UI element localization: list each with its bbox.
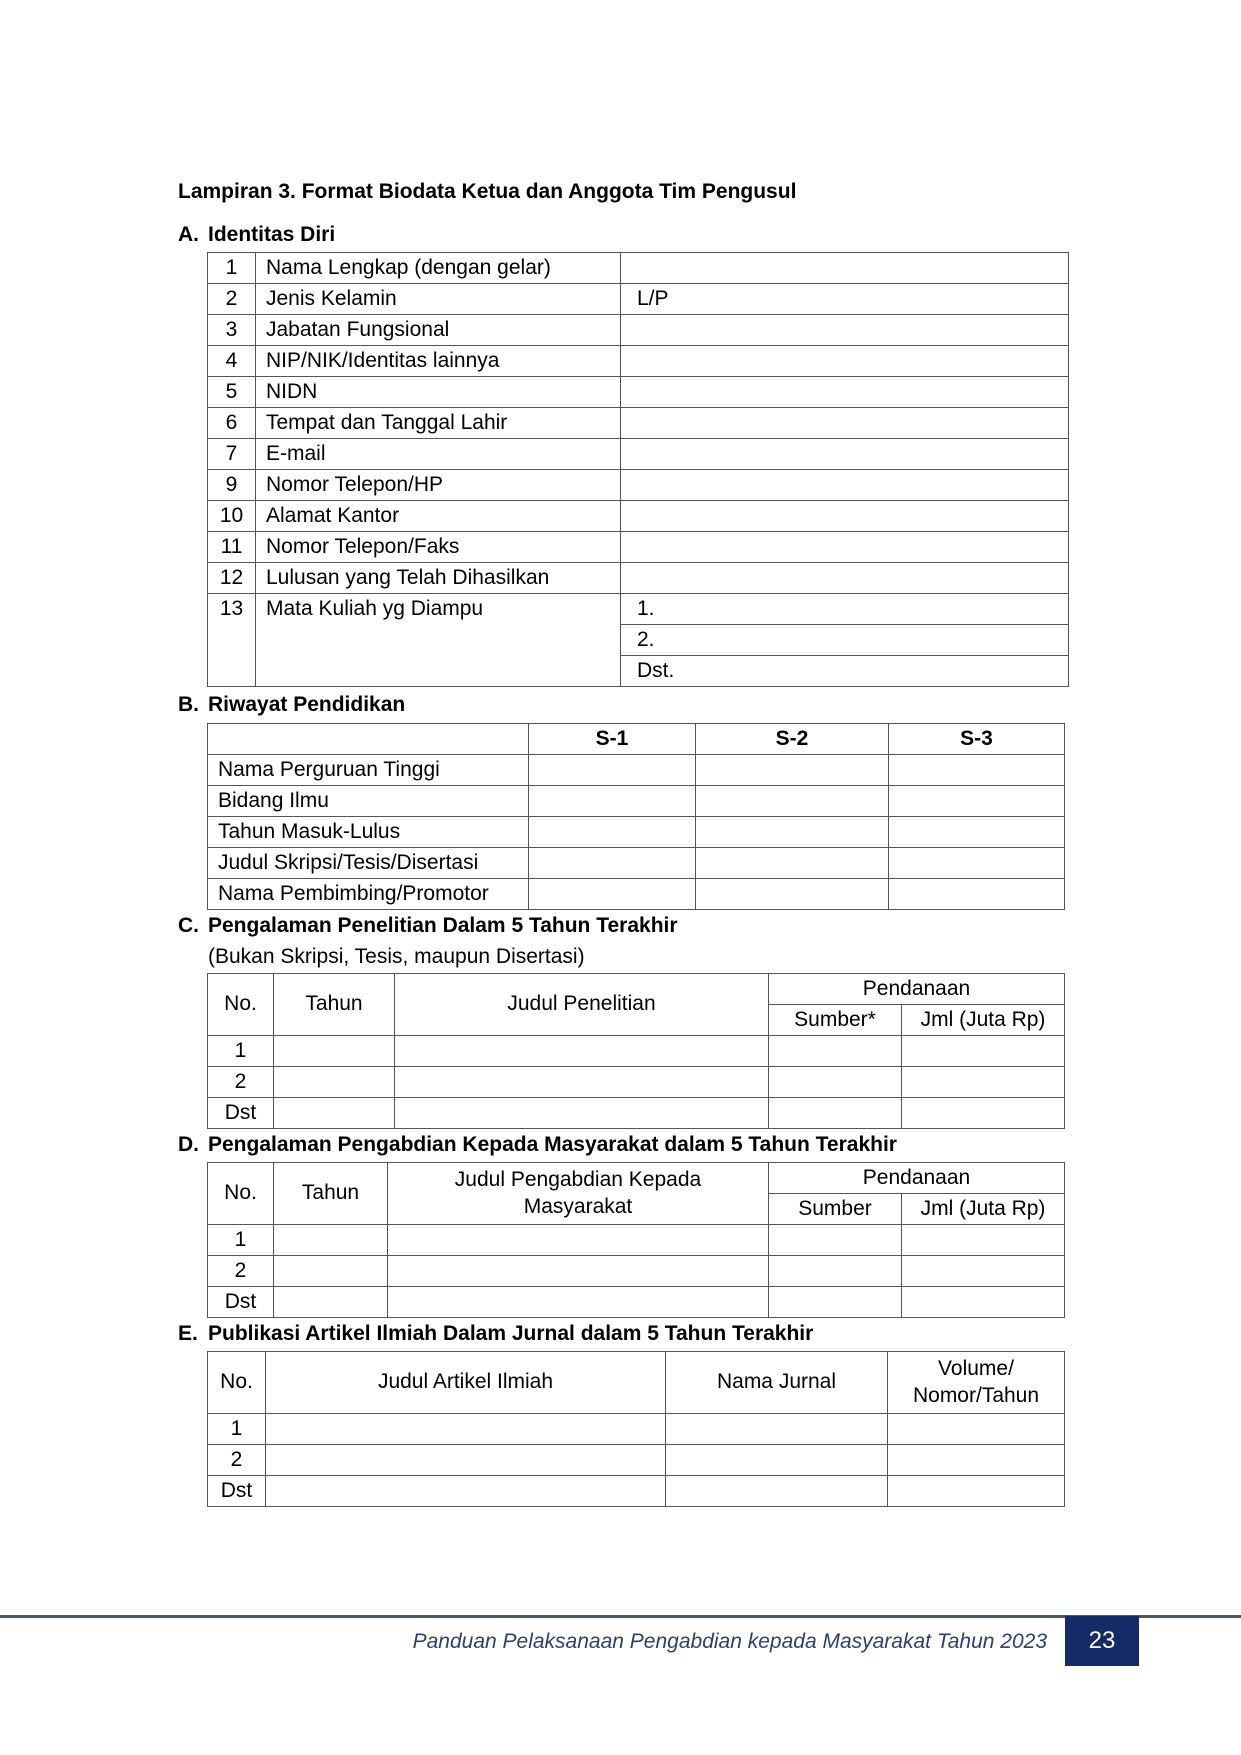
- table-cell: [529, 879, 696, 910]
- row-label: Nama Pembimbing/Promotor: [208, 879, 529, 910]
- row-number: 7: [208, 439, 256, 470]
- table-row: [208, 284, 1069, 315]
- table-cell: [889, 848, 1065, 879]
- col-sumber-header: Sumber: [769, 1194, 902, 1225]
- row-number: 1: [208, 1225, 274, 1256]
- table-row: [208, 346, 1069, 377]
- row-label: Tahun Masuk-Lulus: [208, 817, 529, 848]
- table-row: [208, 253, 1069, 284]
- row-number: 2: [208, 1256, 274, 1287]
- row-number: 1: [208, 1414, 266, 1445]
- col-judul-header: Judul Penelitian: [395, 974, 769, 1036]
- section-c-subtitle: (Bukan Skripsi, Tesis, maupun Disertasi): [208, 945, 585, 968]
- col-volume-line-1: Volume/: [938, 1357, 1014, 1381]
- section-b-heading: [178, 693, 405, 717]
- column-header: [208, 724, 529, 755]
- row-value: [621, 253, 1069, 284]
- row-value: 2.: [621, 625, 1069, 656]
- row-value: 1.: [621, 594, 1069, 625]
- column-header: S-1: [529, 724, 696, 755]
- section-letter: D.: [178, 1133, 199, 1156]
- table-cell: [666, 1445, 888, 1476]
- row-value: [621, 563, 1069, 594]
- table-cell: [274, 1287, 388, 1318]
- col-sumber-header: Sumber*: [769, 1005, 902, 1036]
- table-row: [208, 1256, 1065, 1287]
- table-row: [208, 1098, 1065, 1129]
- table-row: [208, 1476, 1065, 1507]
- table-row: [208, 848, 1065, 879]
- table-cell: [902, 1225, 1065, 1256]
- row-number: 5: [208, 377, 256, 408]
- section-letter: B.: [178, 693, 199, 716]
- col-jml-header: Jml (Juta Rp): [902, 1194, 1065, 1225]
- col-volume-header: [888, 1352, 1065, 1414]
- table-cell: [529, 786, 696, 817]
- identity-table: [207, 252, 1069, 687]
- page-number: 23: [1065, 1616, 1139, 1666]
- table-cell: [889, 879, 1065, 910]
- col-judul-header: [388, 1163, 769, 1225]
- table-cell: [266, 1476, 666, 1507]
- table-row: [208, 879, 1065, 910]
- section-letter: E.: [178, 1322, 198, 1345]
- row-label: NIDN: [256, 377, 621, 408]
- col-no-header: No.: [208, 974, 274, 1036]
- section-letter: A.: [178, 223, 199, 246]
- section-d-heading: [178, 1133, 897, 1157]
- table-cell: [902, 1287, 1065, 1318]
- row-label: NIP/NIK/Identitas lainnya: [256, 346, 621, 377]
- column-header: S-3: [889, 724, 1065, 755]
- col-pendanaan-header: Pendanaan: [769, 974, 1065, 1005]
- table-cell: [529, 848, 696, 879]
- publication-table: [207, 1351, 1065, 1507]
- page-title: Lampiran 3. Format Biodata Ketua dan Anggota Tim Pengusul: [178, 180, 797, 203]
- row-label: Alamat Kantor: [256, 501, 621, 532]
- row-value: [621, 501, 1069, 532]
- table-cell: [395, 1036, 769, 1067]
- table-cell: [769, 1036, 902, 1067]
- row-value: [621, 532, 1069, 563]
- table-cell: [889, 817, 1065, 848]
- row-number: 1: [208, 1036, 274, 1067]
- col-tahun-header: Tahun: [274, 974, 395, 1036]
- row-number: 1: [208, 253, 256, 284]
- table-cell: [395, 1067, 769, 1098]
- row-number: 6: [208, 408, 256, 439]
- table-cell: [889, 755, 1065, 786]
- table-cell: [696, 786, 889, 817]
- row-value: [621, 315, 1069, 346]
- table-cell: [666, 1414, 888, 1445]
- row-label: Mata Kuliah yg Diampu: [256, 594, 621, 687]
- table-row: [208, 377, 1069, 408]
- footer-rule: [0, 1615, 1241, 1618]
- table-cell: [902, 1067, 1065, 1098]
- education-table: [207, 723, 1065, 910]
- row-number: Dst: [208, 1476, 266, 1507]
- table-cell: [889, 786, 1065, 817]
- table-cell: [266, 1414, 666, 1445]
- table-cell: [696, 879, 889, 910]
- col-jurnal-header: Nama Jurnal: [666, 1352, 888, 1414]
- section-letter: C.: [178, 914, 199, 937]
- table-row: [208, 1287, 1065, 1318]
- row-number: 2: [208, 1067, 274, 1098]
- row-value: [621, 346, 1069, 377]
- table-cell: [388, 1225, 769, 1256]
- table-row: [208, 532, 1069, 563]
- footer-title: Panduan Pelaksanaan Pengabdian kepada Masyarakat Tahun 2023: [412, 1630, 1047, 1653]
- section-title: Identitas Diri: [208, 223, 336, 246]
- table-row: [208, 1225, 1065, 1256]
- community-service-table: [207, 1162, 1065, 1318]
- table-cell: [902, 1098, 1065, 1129]
- table-cell: [529, 817, 696, 848]
- row-value: [621, 408, 1069, 439]
- row-label: Nama Perguruan Tinggi: [208, 755, 529, 786]
- table-cell: [696, 848, 889, 879]
- table-cell: [902, 1256, 1065, 1287]
- research-table: [207, 973, 1065, 1129]
- table-cell: [388, 1287, 769, 1318]
- table-row: [208, 755, 1065, 786]
- row-value: [621, 470, 1069, 501]
- row-value: [621, 439, 1069, 470]
- table-cell: [769, 1098, 902, 1129]
- row-number: 2: [208, 1445, 266, 1476]
- table-cell: [769, 1067, 902, 1098]
- table-cell: [696, 817, 889, 848]
- table-row: [208, 1067, 1065, 1098]
- row-label: Bidang Ilmu: [208, 786, 529, 817]
- row-number: Dst: [208, 1287, 274, 1318]
- col-no-header: No.: [208, 1352, 266, 1414]
- row-value: Dst.: [621, 656, 1069, 687]
- col-tahun-header: Tahun: [274, 1163, 388, 1225]
- col-pendanaan-header: Pendanaan: [769, 1163, 1065, 1194]
- table-cell: [769, 1256, 902, 1287]
- table-cell: [769, 1287, 902, 1318]
- table-row: [208, 1036, 1065, 1067]
- table-cell: [888, 1445, 1065, 1476]
- table-cell: [274, 1256, 388, 1287]
- section-c-heading: [178, 914, 678, 938]
- row-number: 12: [208, 563, 256, 594]
- table-header-row: [208, 724, 1065, 755]
- table-row: [208, 470, 1069, 501]
- row-label: Tempat dan Tanggal Lahir: [256, 408, 621, 439]
- table-cell: [769, 1225, 902, 1256]
- table-cell: [666, 1476, 888, 1507]
- table-row: [208, 1414, 1065, 1445]
- row-number: 11: [208, 532, 256, 563]
- section-a-heading: [178, 223, 335, 247]
- table-row: [208, 439, 1069, 470]
- row-label: Nomor Telepon/HP: [256, 470, 621, 501]
- section-e-heading: [178, 1322, 813, 1346]
- table-cell: [266, 1445, 666, 1476]
- table-cell: [888, 1414, 1065, 1445]
- table-row: [208, 594, 1069, 625]
- table-cell: [395, 1098, 769, 1129]
- table-row: [208, 786, 1065, 817]
- table-cell: [274, 1067, 395, 1098]
- table-row: [208, 1445, 1065, 1476]
- table-cell: [388, 1256, 769, 1287]
- table-cell: [696, 755, 889, 786]
- table-row: [208, 408, 1069, 439]
- table-cell: [274, 1098, 395, 1129]
- section-title: Pengalaman Penelitian Dalam 5 Tahun Terakhir: [208, 914, 678, 937]
- col-volume-line-2: Nomor/Tahun: [912, 1383, 1040, 1407]
- row-label: Lulusan yang Telah Dihasilkan: [256, 563, 621, 594]
- row-number: 13: [208, 594, 256, 687]
- row-label: Judul Skripsi/Tesis/Disertasi: [208, 848, 529, 879]
- section-title: Riwayat Pendidikan: [208, 693, 406, 716]
- row-label: Nomor Telepon/Faks: [256, 532, 621, 563]
- row-number: 2: [208, 284, 256, 315]
- table-cell: [902, 1036, 1065, 1067]
- col-jml-header: Jml (Juta Rp): [902, 1005, 1065, 1036]
- table-row: [208, 501, 1069, 532]
- col-judul-line-2: Masyarakat: [523, 1194, 633, 1218]
- table-row: [208, 563, 1069, 594]
- row-value: [621, 377, 1069, 408]
- col-judul-line-1: Judul Pengabdian Kepada: [454, 1168, 702, 1192]
- row-number: 10: [208, 501, 256, 532]
- col-judul-header: Judul Artikel Ilmiah: [266, 1352, 666, 1414]
- table-cell: [274, 1225, 388, 1256]
- row-label: Nama Lengkap (dengan gelar): [256, 253, 621, 284]
- column-header: S-2: [696, 724, 889, 755]
- table-row: [208, 817, 1065, 848]
- row-label: E-mail: [256, 439, 621, 470]
- table-row: [208, 315, 1069, 346]
- row-number: 4: [208, 346, 256, 377]
- table-cell: [274, 1036, 395, 1067]
- table-cell: [529, 755, 696, 786]
- section-title: Pengalaman Pengabdian Kepada Masyarakat dalam 5 Tahun Terakhir: [208, 1133, 897, 1156]
- row-number: Dst: [208, 1098, 274, 1129]
- row-number: 9: [208, 470, 256, 501]
- section-title: Publikasi Artikel Ilmiah Dalam Jurnal dalam 5 Tahun Terakhir: [208, 1322, 814, 1345]
- row-label: Jenis Kelamin: [256, 284, 621, 315]
- row-value: L/P: [621, 284, 1069, 315]
- table-cell: [888, 1476, 1065, 1507]
- row-number: 3: [208, 315, 256, 346]
- col-no-header: No.: [208, 1163, 274, 1225]
- row-label: Jabatan Fungsional: [256, 315, 621, 346]
